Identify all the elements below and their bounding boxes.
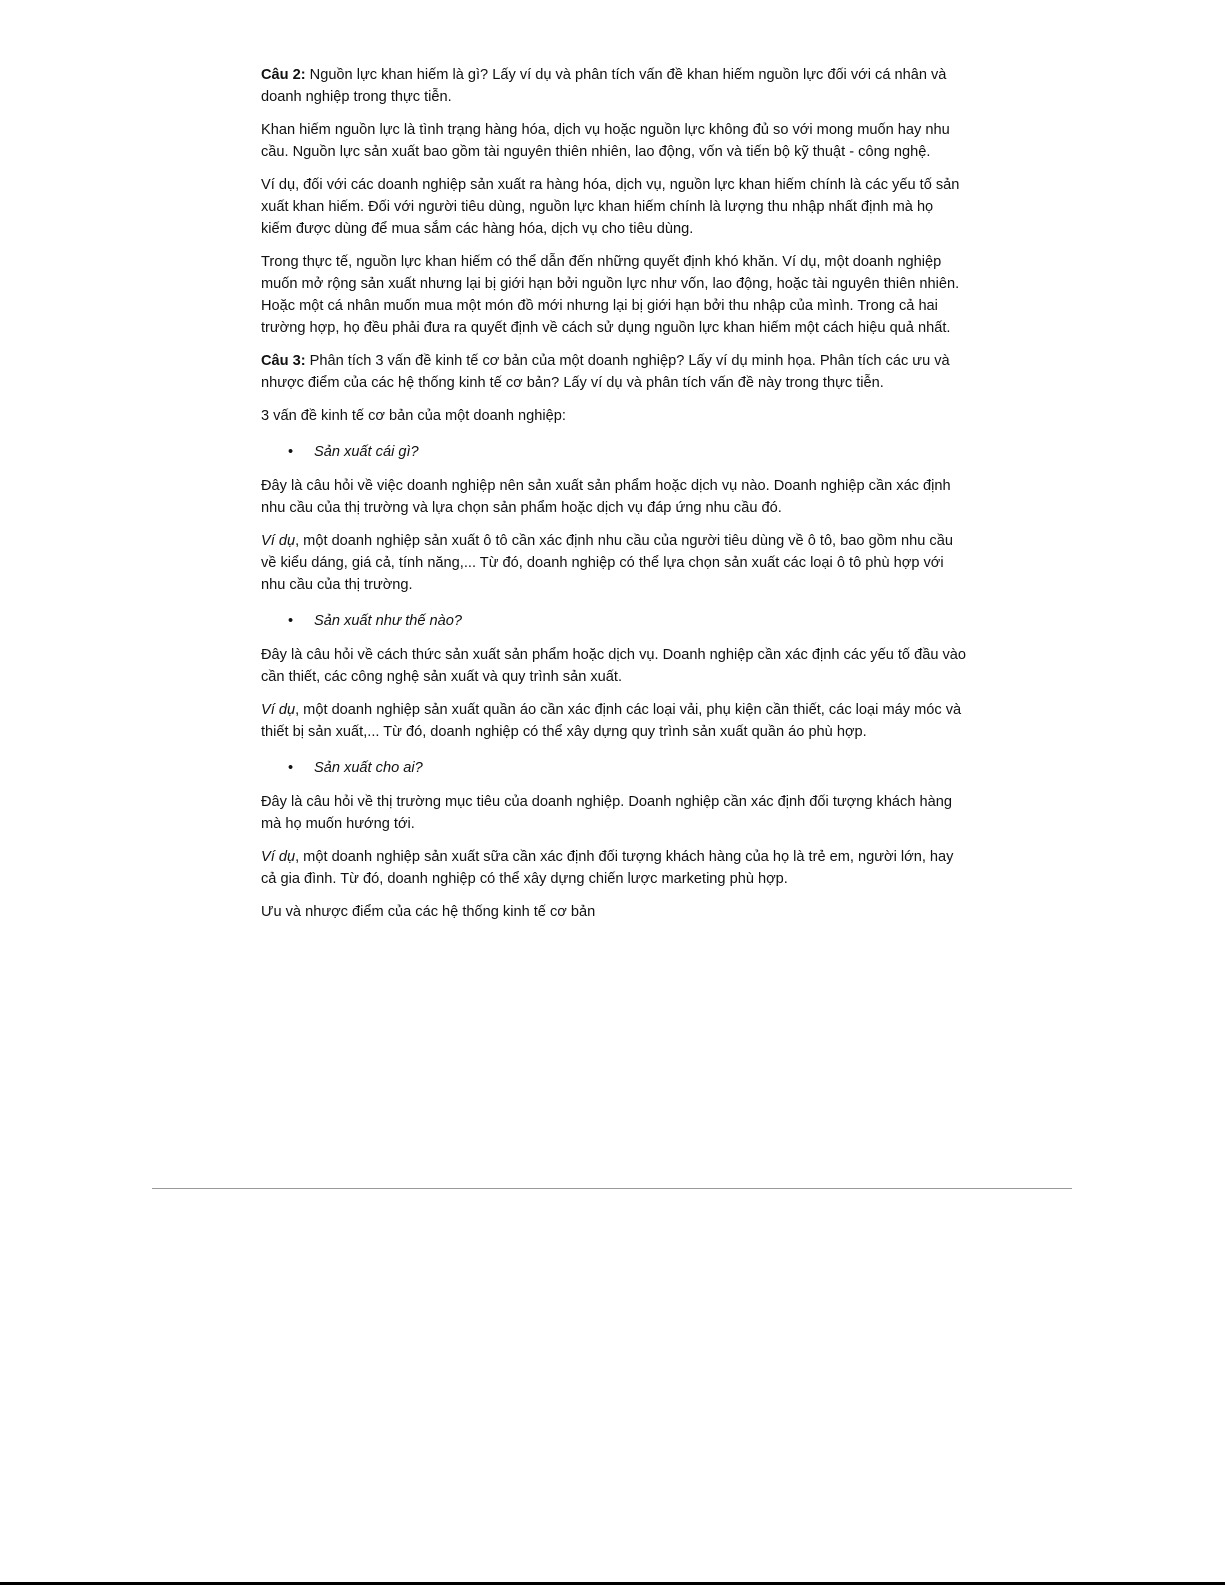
- bullet-icon: •: [288, 613, 294, 629]
- question-2-label: Câu 2:: [261, 67, 306, 83]
- example-text: , một doanh nghiệp sản xuất sữa cần xác định đối tượng khách hàng của họ là trẻ em, người lớn, hay cả gia đình. Từ đó, doanh nghiệp có thể xây dựng chiến lược marketing phù hợp.: [261, 849, 954, 887]
- section-example: [261, 846, 967, 890]
- bullet-heading: Sản xuất cho ai?: [314, 760, 423, 776]
- example-lead: Ví dụ: [261, 702, 296, 718]
- section-example: [261, 530, 967, 596]
- q2-example-paragraph: Ví dụ, đối với các doanh nghiệp sản xuất ra hàng hóa, dịch vụ, nguồn lực khan hiếm chính là các yếu tố sản xuất khan hiếm. Đối với người tiêu dùng, nguồn lực khan hiếm chính là lượng thu nhập nhất định mà họ kiếm được dùng để mua sắm các hàng hóa, dịch vụ cho tiêu dùng.: [261, 177, 960, 237]
- example-text: , một doanh nghiệp sản xuất quần áo cần xác định các loại vải, phụ kiện cần thiết, các loại máy móc và thiết bị sản xuất,... Từ đó, doanh nghiệp có thể xây dựng quy trình sản xuất quần áo phù hợp.: [261, 702, 962, 740]
- question-3-label: Câu 3:: [261, 353, 306, 369]
- document-page: [261, 64, 967, 934]
- question-3: [261, 350, 967, 394]
- bullet-item-for-whom: [261, 757, 967, 779]
- question-3-text: Phân tích 3 vấn đề kinh tế cơ bản của một doanh nghiệp? Lấy ví dụ minh họa. Phân tích các ưu và nhược điểm của các hệ thống kinh tế cơ bản? Lấy ví dụ và phân tích vấn đề này trong thực tiễn.: [261, 353, 950, 391]
- section-explanation: Đây là câu hỏi về cách thức sản xuất sản phẩm hoặc dịch vụ. Doanh nghiệp cần xác định các yếu tố đầu vào cần thiết, các công nghệ sản xuất và quy trình sản xuất.: [261, 647, 967, 685]
- bullet-item-how: [261, 610, 967, 632]
- example-text: , một doanh nghiệp sản xuất ô tô cần xác định nhu cầu của người tiêu dùng về ô tô, bao gồm nhu cầu về kiểu dáng, giá cả, tính năng,... Từ đó, doanh nghiệp có thể lựa chọn sản xuất các loại ô tô phù hợp với nhu cầu của thị trường.: [261, 533, 953, 593]
- question-2: [261, 64, 967, 108]
- section-explanation: Đây là câu hỏi về việc doanh nghiệp nên sản xuất sản phẩm hoặc dịch vụ nào. Doanh nghiệp cần xác định nhu cầu của thị trường và lựa chọn sản phẩm hoặc dịch vụ đáp ứng nhu cầu đó.: [261, 478, 951, 516]
- closing-heading: Ưu và nhược điểm của các hệ thống kinh tế cơ bản: [261, 904, 596, 920]
- example-lead: Ví dụ: [261, 533, 296, 549]
- q3-intro: 3 vấn đề kinh tế cơ bản của một doanh nghiệp:: [261, 408, 566, 424]
- section-example: [261, 699, 967, 743]
- bullet-item-what: [261, 441, 967, 463]
- bullet-heading: Sản xuất cái gì?: [314, 444, 419, 460]
- question-2-text: Nguồn lực khan hiếm là gì? Lấy ví dụ và phân tích vấn đề khan hiếm nguồn lực đối với cá nhân và doanh nghiệp trong thực tiễn.: [261, 67, 947, 105]
- q2-definition-paragraph: Khan hiếm nguồn lực là tình trạng hàng hóa, dịch vụ hoặc nguồn lực không đủ so với mong muốn hay nhu cầu. Nguồn lực sản xuất bao gồm tài nguyên thiên nhiên, lao động, vốn và tiến bộ kỹ thuật - công nghệ.: [261, 122, 950, 160]
- section-explanation: Đây là câu hỏi về thị trường mục tiêu của doanh nghiệp. Doanh nghiệp cần xác định đối tượng khách hàng mà họ muốn hướng tới.: [261, 794, 952, 832]
- bullet-icon: •: [288, 444, 294, 460]
- example-lead: Ví dụ: [261, 849, 296, 865]
- q2-practice-paragraph: Trong thực tế, nguồn lực khan hiếm có thể dẫn đến những quyết định khó khăn. Ví dụ, một doanh nghiệp muốn mở rộng sản xuất nhưng lại bị giới hạn bởi nguồn lực như vốn, lao động, hoặc tài nguyên thiên nhiên. Hoặc một cá nhân muốn mua một món đồ mới nhưng lại bị giới hạn bởi thu nhập của mình. Trong cả hai trường hợp, họ đều phải đưa ra quyết định về cách sử dụng nguồn lực khan hiếm một cách hiệu quả nhất.: [261, 254, 960, 336]
- bullet-heading: Sản xuất như thế nào?: [314, 613, 463, 629]
- page-separator: [152, 1188, 1072, 1189]
- bullet-icon: •: [288, 760, 294, 776]
